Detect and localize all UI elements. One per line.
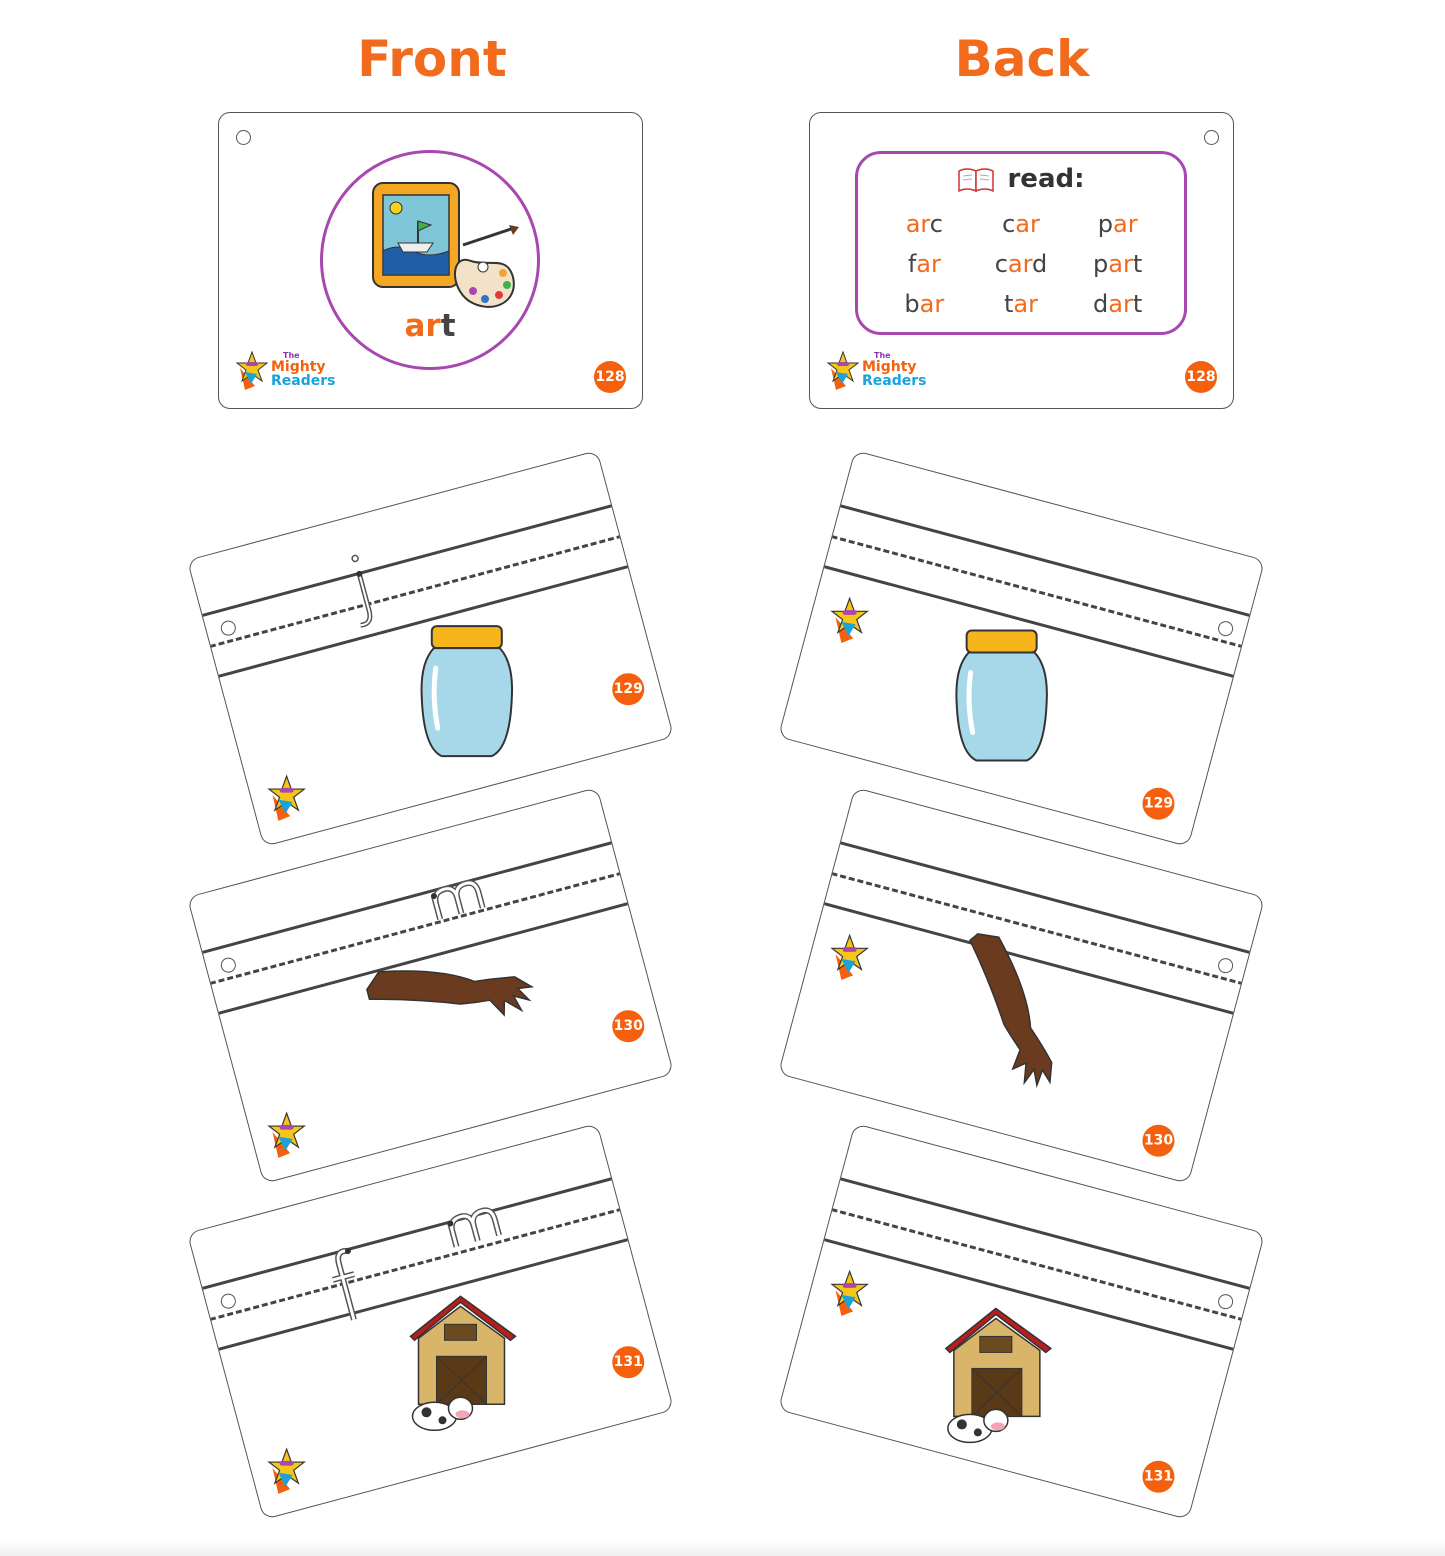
card-130-back <box>778 787 1265 1184</box>
letter-f-trace-icon <box>317 1241 376 1329</box>
farm-icon <box>936 1298 1066 1448</box>
card-131-back <box>778 1123 1265 1520</box>
star-mascot-icon <box>267 773 307 821</box>
read-word: tar <box>1003 290 1038 318</box>
card-130-front <box>187 787 674 1184</box>
card-number-badge: 131 <box>612 1346 644 1378</box>
card-number-badge: 131 <box>1142 1461 1174 1493</box>
letter-j-trace-icon <box>332 548 391 636</box>
arm-icon <box>914 918 1100 1113</box>
punch-hole <box>236 130 251 145</box>
card-128-back <box>809 112 1234 409</box>
read-word: part <box>1093 250 1143 278</box>
star-mascot-icon <box>830 1269 870 1317</box>
card-number-badge: 130 <box>612 1010 644 1042</box>
jar-icon <box>412 618 522 768</box>
front-title: Front <box>357 30 507 88</box>
card-129-back <box>778 450 1265 847</box>
card-number-badge: 130 <box>1142 1125 1174 1157</box>
card-129-front <box>187 450 674 847</box>
star-mascot-icon <box>830 933 870 981</box>
punch-hole <box>1216 1292 1234 1310</box>
card-number-badge: 128 <box>594 361 626 393</box>
card-number-badge: 128 <box>1185 361 1217 393</box>
card-word: art <box>404 308 456 344</box>
card-131-front <box>187 1123 674 1520</box>
brand-logo: The Mighty Readers <box>235 350 335 390</box>
card-number-badge: 129 <box>1142 788 1174 820</box>
read-word: dart <box>1093 290 1143 318</box>
brand-logo: The Mighty Readers <box>826 350 926 390</box>
read-word: bar <box>904 290 945 318</box>
punch-hole <box>219 956 237 974</box>
read-words-box <box>855 151 1187 335</box>
card-number-badge: 129 <box>612 673 644 705</box>
arm-icon <box>358 927 548 1068</box>
page-footer-shade <box>0 1540 1445 1556</box>
punch-hole <box>1216 956 1234 974</box>
read-word: card <box>994 250 1048 278</box>
read-word: arc <box>905 210 943 238</box>
punch-hole <box>219 619 237 637</box>
punch-hole <box>219 1292 237 1310</box>
card-128-front <box>218 112 643 409</box>
jar-icon <box>947 623 1057 773</box>
back-title: Back <box>954 30 1090 88</box>
star-mascot-icon <box>235 350 269 390</box>
punch-hole <box>1204 130 1219 145</box>
star-mascot-icon <box>826 350 860 390</box>
words-grid <box>876 209 1166 319</box>
farm-icon <box>400 1286 530 1436</box>
letter-m-trace-icon <box>425 872 489 925</box>
read-word: far <box>907 250 941 278</box>
picture-circle <box>320 150 540 370</box>
star-mascot-icon <box>830 596 870 644</box>
punch-hole <box>1216 619 1234 637</box>
read-word: par <box>1097 210 1138 238</box>
book-icon <box>957 167 995 193</box>
read-word: car <box>1002 210 1040 238</box>
star-mascot-icon <box>267 1446 307 1494</box>
star-mascot-icon <box>267 1110 307 1158</box>
read-heading: read: <box>858 164 1184 194</box>
